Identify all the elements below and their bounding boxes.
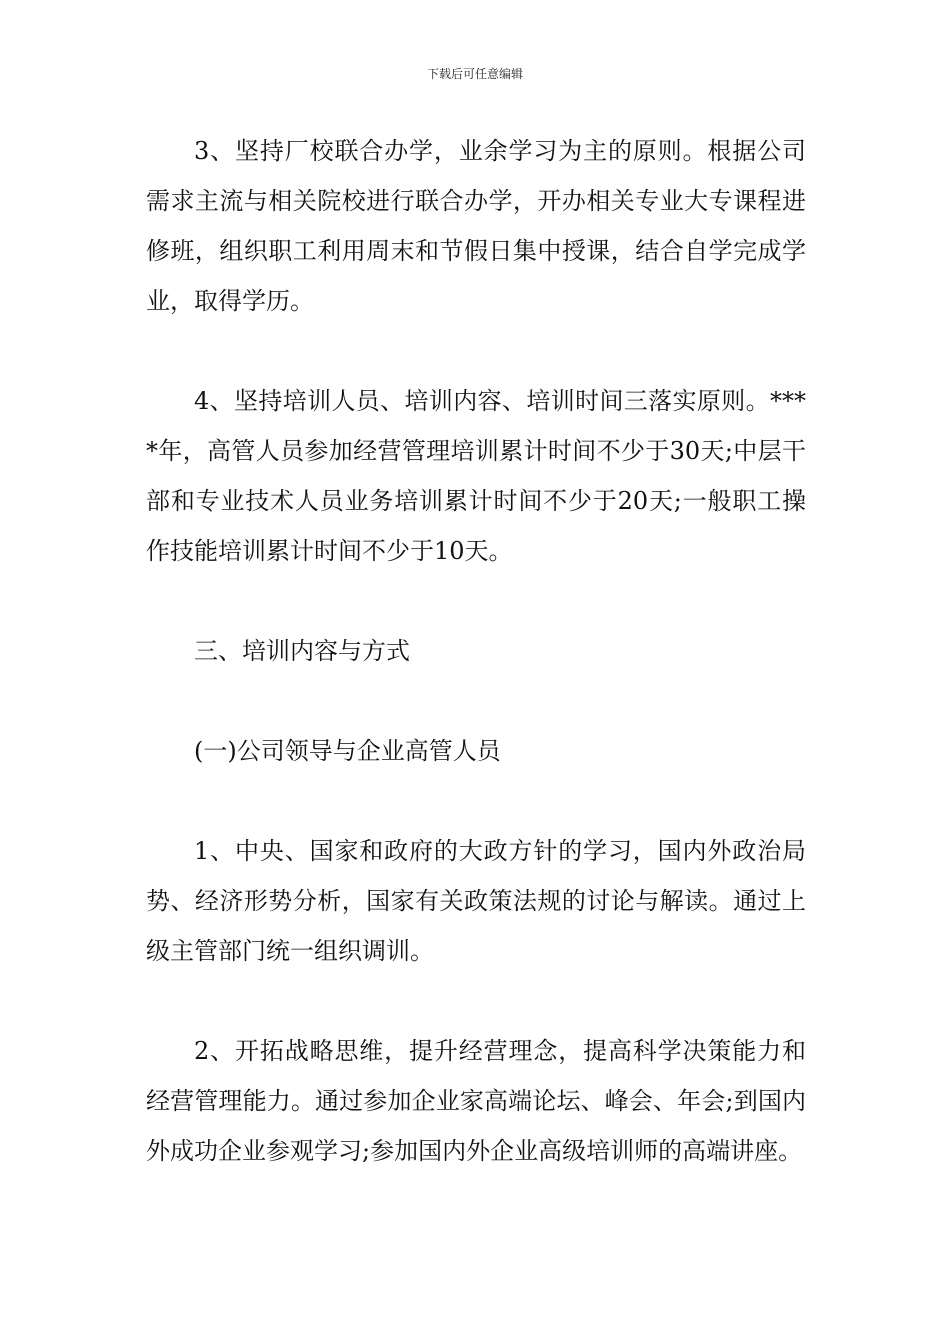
list-item-policy-study: 1、中央、国家和政府的大政方针的学习，国内外政治局势、经济形势分析，国家有关政策法规的讨论与解读。通过上级主管部门统一组织调训。 <box>146 837 806 965</box>
list-item-strategic-thinking: 2、开拓战略思维，提升经营理念，提高科学决策能力和经营管理能力。通过参加企业家高端论坛、峰会、年会;到国内外成功企业参观学习;参加国内外企业高级培训师的高端讲座。 <box>146 1037 806 1165</box>
download-note-header: 下载后可任意编辑 <box>426 67 523 81</box>
paragraph-principle-3: 3、坚持厂校联合办学，业余学习为主的原则。根据公司需求主流与相关院校进行联合办学，开办相关专业大专课程进修班，组织职工利用周末和节假日集中授课，结合自学完成学业，取得学历。 <box>146 137 806 315</box>
document-body <box>146 126 806 1226</box>
section-heading-training-content: 三、培训内容与方式 <box>194 637 410 665</box>
paragraph-principle-4: 4、坚持培训人员、培训内容、培训时间三落实原则。****年，高管人员参加经营管理培训累计时间不少于30天;中层干部和专业技术人员业务培训累计时间不少于20天;一般职工操作技能培训累计时间不少于10天。 <box>146 387 806 565</box>
subsection-heading-executives: (一)公司领导与企业高管人员 <box>194 737 501 765</box>
